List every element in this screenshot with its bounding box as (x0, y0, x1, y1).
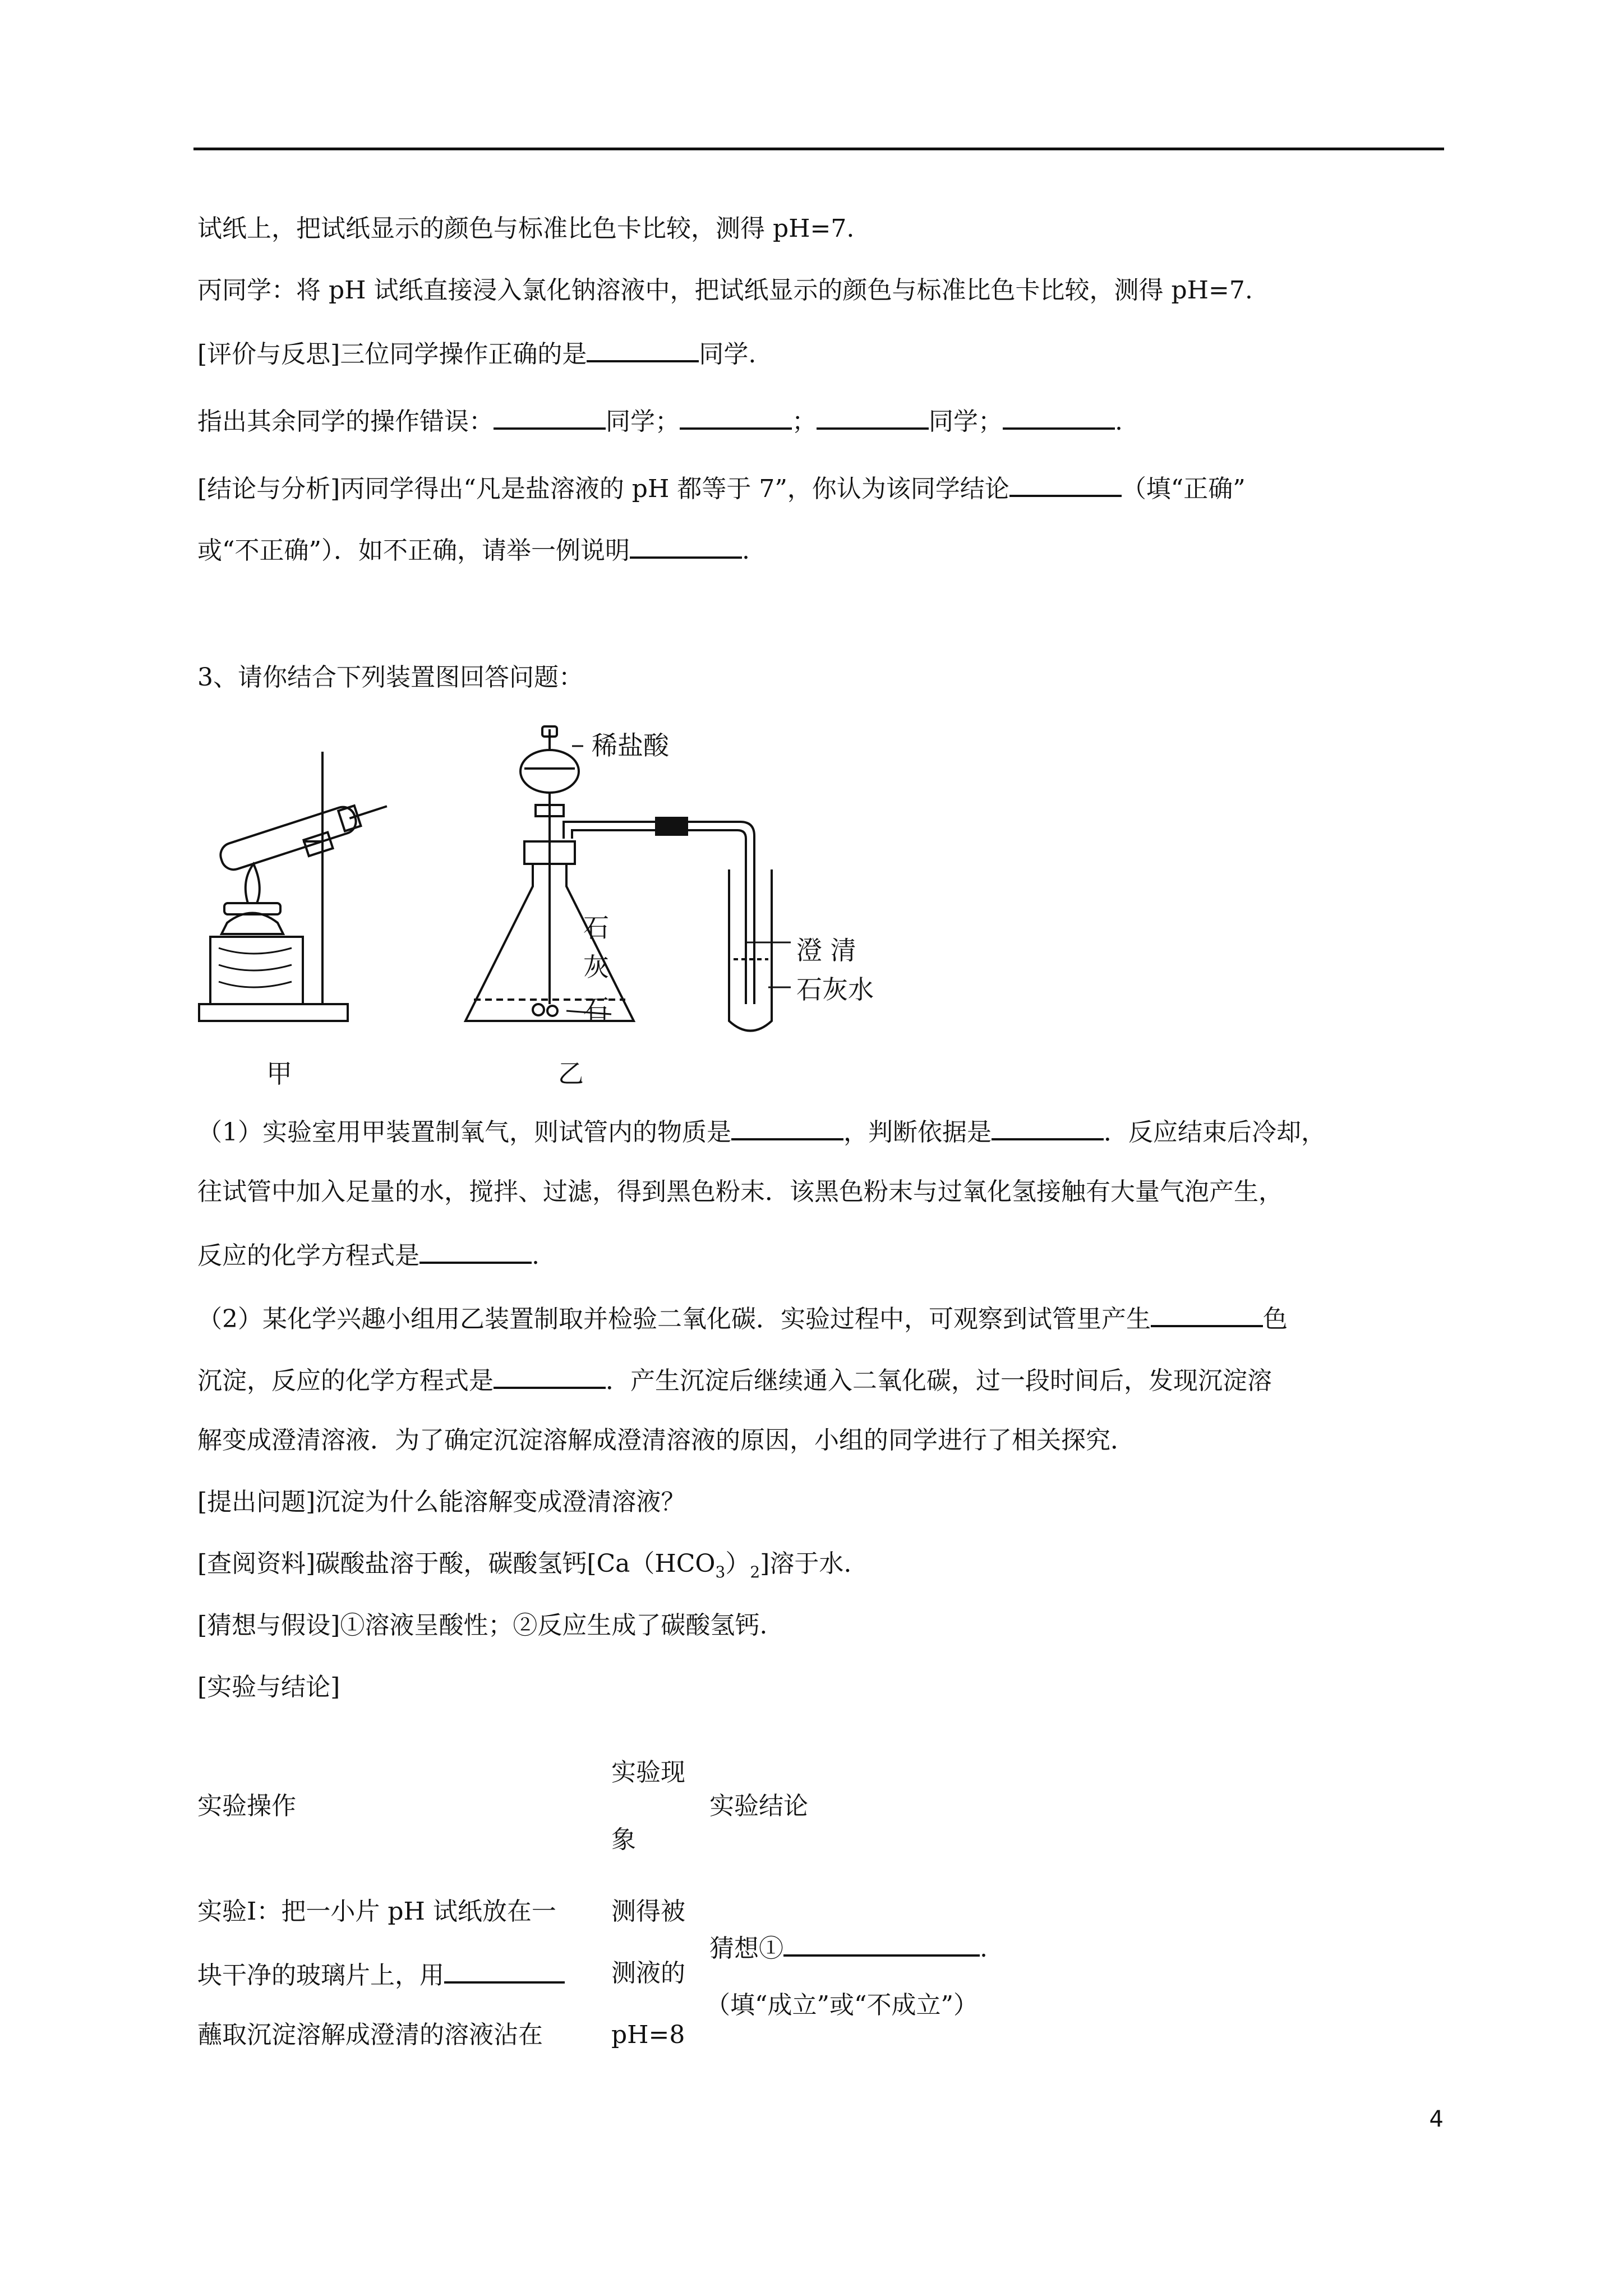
apparatus-figure (185, 724, 914, 1094)
text-line: （1）实验室用甲装置制氧气，则试管内的物质是 ，判断依据是 ．反应结束后冷却， (197, 1114, 1326, 1149)
answer-blank[interactable] (992, 1114, 1104, 1140)
text-line: 往试管中加入足量的水，搅拌、过滤，得到黑色粉末．该黑色粉末与过氧化氢接触有大量气泡产生， (197, 1177, 1283, 1206)
table-cell-conclusion: （填“成立”或“不成立”） (706, 1991, 978, 2019)
answer-blank[interactable] (783, 1930, 980, 1957)
answer-blank[interactable] (630, 532, 742, 559)
separatory-funnel (520, 750, 579, 793)
answer-blank[interactable] (1009, 470, 1122, 497)
figure-label-jia: 甲 (266, 1059, 292, 1089)
text-line: [评价与反思]三位同学操作正确的是 同学. (197, 335, 756, 371)
text-line: [猜想与假设]①溶液呈酸性；②反应生成了碳酸氢钙. (197, 1611, 768, 1640)
table-cell-phenomenon: pH=8 (611, 2021, 685, 2049)
figure-label-dilute-hcl: 稀盐酸 (592, 730, 669, 761)
answer-blank[interactable] (1003, 403, 1115, 430)
table-cell-phenomenon: 测液的 (611, 1959, 685, 1987)
text-line: 或“不正确”）．如不正确，请举一例说明 . (197, 532, 750, 568)
text-line: 试纸上，把试纸显示的颜色与标准比色卡比较，测得 pH=7. (197, 214, 855, 243)
test-tube-jia (218, 793, 391, 872)
table-header-phenomenon: 象 (611, 1825, 636, 1854)
text-line: [结论与分析]丙同学得出“凡是盐溶液的 pH 都等于 7”，你认为该同学结论 （填“正确” (197, 470, 1246, 506)
answer-blank[interactable] (817, 403, 929, 430)
figure-label-limestone: 灰 (583, 952, 609, 982)
table-cell-phenomenon: 测得被 (611, 1897, 685, 1926)
text-line: 沉淀，反应的化学方程式是 ．产生沉淀后继续通入二氧化碳，过一段时间后，发现沉淀溶 (197, 1362, 1272, 1398)
text-line: [实验与结论] (197, 1673, 340, 1701)
figure-label-clear: 澄 清 (796, 935, 856, 965)
answer-blank[interactable] (1151, 1300, 1263, 1327)
figure-label-limestone: 石 (583, 913, 609, 943)
text-line: （2）某化学兴趣小组用乙装置制取并检验二氧化碳．实验过程中，可观察到试管里产生 色 (197, 1300, 1288, 1336)
text-line: [提出问题]沉淀为什么能溶解变成澄清溶液？ (197, 1488, 686, 1516)
page-number: 4 (1429, 2106, 1444, 2132)
stand-clamp (303, 832, 333, 856)
question-heading: 3、请你结合下列装置图回答问题： (197, 663, 583, 692)
stand-base (199, 1004, 348, 1021)
table-cell-operation: 块干净的玻璃片上，用 (197, 1957, 565, 1993)
text-line: 解变成澄清溶液．为了确定沉淀溶解成澄清溶液的原因，小组的同学进行了相关探究． (197, 1426, 1135, 1455)
figure-label-limestone: 石 (583, 994, 609, 1024)
answer-blank[interactable] (494, 1362, 606, 1389)
figure-label-limewater: 石灰水 (796, 974, 874, 1005)
header-rule (193, 148, 1444, 150)
text-line: 指出其余同学的操作错误： 同学； ； 同学； . (197, 403, 1123, 439)
answer-blank[interactable] (494, 403, 606, 430)
text-line: [查阅资料]碳酸盐溶于酸，碳酸氢钙$[Ca(HCO_3)_2]$溶于水. (197, 1549, 852, 1581)
table-cell-conclusion: 猜想① . (709, 1930, 988, 1966)
text-line: 丙同学：将 pH 试纸直接浸入氯化钠溶液中，把试纸显示的颜色与标准比色卡比较，测得 pH=7. (197, 276, 1253, 305)
table-header-conclusion: 实验结论 (709, 1792, 808, 1820)
text-line: 反应的化学方程式是 . (197, 1237, 540, 1273)
answer-blank[interactable] (444, 1957, 565, 1984)
answer-blank[interactable] (731, 1114, 843, 1140)
answer-blank[interactable] (419, 1237, 532, 1264)
alcohol-lamp (222, 913, 283, 935)
table-header-operation: 实验操作 (197, 1792, 296, 1820)
table-cell-operation: 蘸取沉淀溶解成澄清的溶液沾在 (197, 2021, 543, 2049)
test-tube-yi (729, 869, 772, 1031)
table-header-phenomenon: 实验现 (611, 1758, 685, 1787)
figure-label-yi: 乙 (558, 1059, 584, 1089)
answer-blank[interactable] (680, 403, 792, 430)
answer-blank[interactable] (587, 335, 699, 362)
table-cell-operation: 实验Ⅰ：把一小片 pH 试纸放在一 (197, 1897, 556, 1926)
